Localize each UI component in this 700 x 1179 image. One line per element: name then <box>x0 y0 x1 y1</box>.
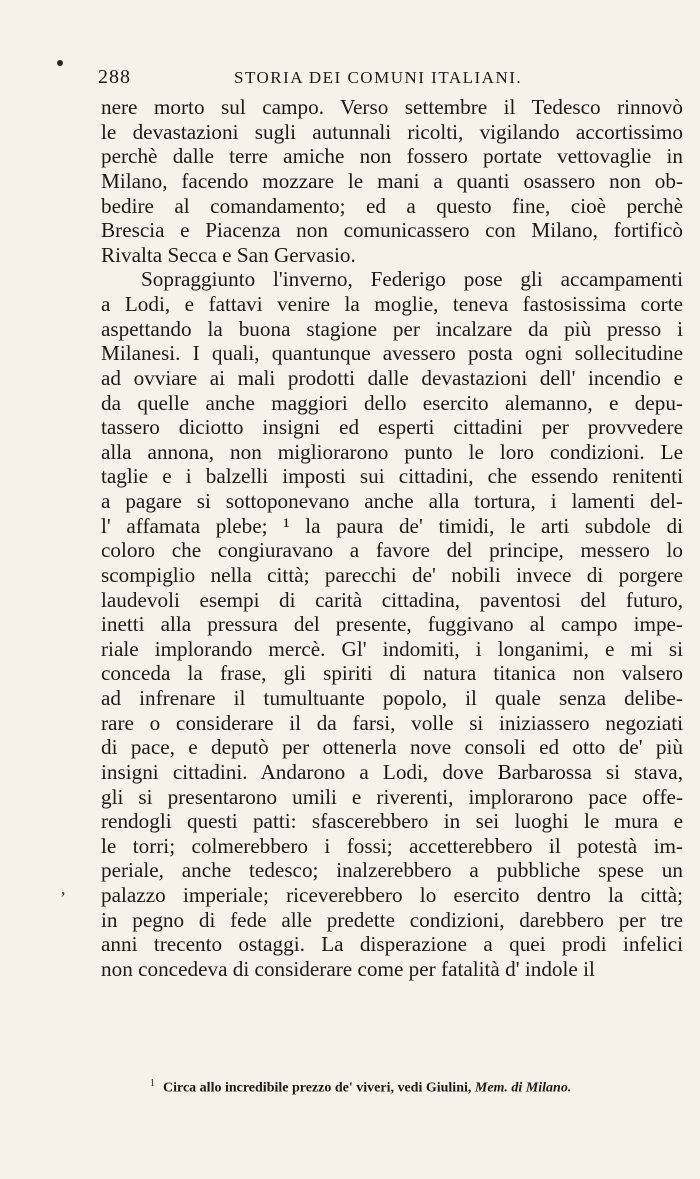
text-line: da quelle anche maggiori dello esercito alemanno, e depu- <box>101 390 683 415</box>
text-line: anni trecento ostaggi. La disperazione a quei prodi infelici <box>101 932 683 957</box>
footnote-text: Circa allo incredibile prezzo de' viveri, vedi Giulini, <box>163 1080 472 1096</box>
text-line: le devastazioni sugli autunnali ricolti, vigilando accortissimo <box>101 119 683 144</box>
text-line: rendogli questi patti: sfascerebbero in sei luoghi le mura e <box>101 809 683 834</box>
text-line: ad infrenare il tumultuante popolo, il quale senza delibe- <box>101 686 683 710</box>
text-line: gli si presentarono umili e riverenti, implorarono pace offe- <box>101 784 683 809</box>
body-text <box>101 95 683 982</box>
text-line: palazzo imperiale; riceverebbero lo esercito dentro la città; <box>101 883 683 907</box>
text-line: bedire al comandamento; ed a questo fine, cioè perchè <box>101 193 683 218</box>
footnote <box>150 1075 685 1098</box>
text-line: a pagare si sottoponevano anche alla tortura, i lamenti del- <box>101 489 683 513</box>
text-line: laudevoli esempi di carità cittadina, paventosi del futuro, <box>101 587 683 612</box>
text-line: scompiglio nella città; parecchi de' nobili invece di porgere <box>101 562 683 587</box>
footnote-mark: 1 <box>150 1078 155 1089</box>
text-line: alla annona, non migliorarono punto le loro condizioni. Le <box>101 439 683 464</box>
page-header <box>98 66 683 96</box>
text-line: perchè dalle terre amiche non fossero portate vettovaglie in <box>101 144 683 169</box>
text-line: rare o considerare il da farsi, volle si iniziassero negoziati <box>101 710 683 735</box>
text-line: Sopraggiunto l'inverno, Federigo pose gli accampamenti <box>141 267 683 292</box>
text-line: Brescia e Piacenza non comunicassero con Milano, fortificò <box>101 218 683 243</box>
text-line: di pace, e deputò per ottenerla nove consoli ed otto de' più <box>101 735 683 760</box>
text-line: coloro che congiuravano a favore del principe, messero lo <box>101 538 683 563</box>
text-line: Milanesi. I quali, quantunque avessero posta ogni sollecitudine <box>101 341 683 366</box>
text-line: ad ovviare ai mali prodotti dalle devastazioni dell' incendio e <box>101 365 683 390</box>
text-line: tassero diciotto insigni ed esperti cittadini per provvedere <box>101 415 683 440</box>
text-line: in pegno di fede alle predette condizioni, darebbero per tre <box>101 907 683 932</box>
text-line: conceda la frase, gli spiriti di natura titanica non valsero <box>101 661 683 686</box>
text-line: a Lodi, e fattavi venire la moglie, teneva fastosissima corte <box>101 292 683 316</box>
text-line: aspettando la buona stagione per incalzare da più presso i <box>101 316 683 341</box>
margin-mark: , <box>61 878 66 898</box>
text-line: inetti alla pressura del presente, fuggivano al campo impe- <box>101 612 683 637</box>
text-line: nere morto sul campo. Verso settembre il Tedesco rinnovò <box>101 95 683 119</box>
text-line: Rivalta Secca e San Gervasio. <box>101 242 356 267</box>
text-line: Milano, facendo mozzare le mani a quanti osassero non ob- <box>101 168 683 193</box>
text-line: riale implorando mercè. Gl' indomiti, i longanimi, e mi si <box>101 636 683 661</box>
footnote-reference: Mem. di Milano. <box>474 1080 572 1096</box>
text-line: l' affamata plebe; ¹ la paura de' timidi, le arti subdole di <box>101 513 683 538</box>
text-line: periale, anche tedesco; inalzerebbero a pubbliche spese un <box>101 858 683 883</box>
running-title: STORIA DEI COMUNI ITALIANI. <box>234 68 523 87</box>
ink-speck <box>57 60 63 66</box>
text-line: non concedeva di considerare come per fatalità d' indole il <box>101 956 595 981</box>
text-line: taglie e i balzelli imposti sui cittadini, che essendo renitenti <box>101 464 683 489</box>
text-line: le torri; colmerebbero i fossi; accetterebbero il potestà im- <box>101 833 683 858</box>
text-line: insigni cittadini. Andarono a Lodi, dove Barbarossa si stava, <box>101 759 683 784</box>
page-number: 288 <box>98 66 131 88</box>
